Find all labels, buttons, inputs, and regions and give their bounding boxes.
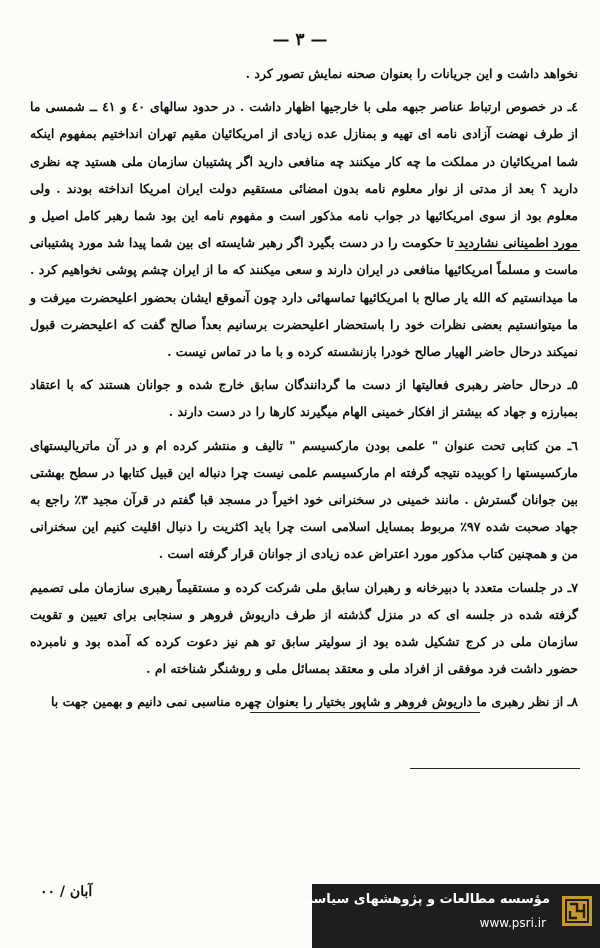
- watermark-banner: [300, 884, 600, 948]
- handwritten-underline: [455, 250, 580, 251]
- paragraph-intro: نخواهد داشت و این جریانات را بعنوان صحنه نمایش تصور کرد .: [245, 66, 578, 81]
- page-number: — ٣ —: [272, 30, 328, 50]
- document-body: [30, 60, 578, 716]
- paragraph-6: ٦ـ من کتابی تحت عنوان " علمی بودن مارکسیسم " تالیف و منتشر کرده ام و در آن ماتریالیستهای مارکسیستها را کوبیده نتیجه گرفته ام مارکسیسم علمی نیست چرا دنباله این قبیل کتابها در سطح بهشتی بین جوانان گسترش . مانند خمینی در سخنرانی خود اخیراً در مسجد قبا گفتم در قرآن مجید ٣٪ راجع به جهاد صحبت شده ۹۷٪ مربوط بمسایل اسلامی است چرا باید اکثریت را دنبال اقلیت کنیم این سخنرانی من و همچنین کتاب مذکور مورد اعتراض عده زیادی از جوانان قرار گرفته است .: [30, 437, 579, 562]
- watermark-url: www.psri.ir: [479, 916, 546, 930]
- paragraph-4: ٤ـ در خصوص ارتباط عناصر جبهه ملی با خارجیها اظهار داشت . در حدود سالهای ٤٠ و ٤١ ــ شمسی ما از طرف نهضت آزادی نامه ای تهیه و بمنازل عده زیادی از امریکائیان مقیم تهران انداختیم بمفهوم اینکه شما امریکائیان در مملکت ما چه کار میکنند چه منافعی دارید اگر پشتیبان سازمان ملی هستید چه نظری دارید ؟ بعد از مدتی از نوار معلوم نامه بدون امضائی مستقیم دولت ایران امریکا انداخته بودند . ولی معلوم بود از سوی امریکائیها در جواب نامه مذکور است و مفهوم نامه این بود شما رهبر کامل اصیل و مورد اطمینانی نشاردید تا حکومت را در دست بگیرد اگر رهبر شایسته ای بین شما پیدا شد مورد پشتیبانی ماست و مسلماً امریکائیها منافعی در ایران دارند و سعی میکنند که ما از ایران چشم پوشی نخواهیم کرد . ما میدانستیم که الله یار صالح با امریکائیها تماسهائی دارد چون آنموقع ایشان بحضور اعلیحضرت میرفت و ما میتوانستیم بعضی نظرات خود را باستحضار اعلیحضرت برسانیم بعداً صالح گفت که اعلیحضرت قبول نمیکند درحال حاضر الهیار صالح خودرا بازنشسته کرده و با ما در تماس نیست .: [30, 99, 578, 360]
- paragraph-5: ٥ـ درحال حاضر رهبری فعالیتها از دست ما گردانندگان سابق خارج شده و جوانان هستند که با اعتقاد بمبارزه و جهاد که بیشتر از افکار خمینی الهام میگیرند کارها را در دست دارند .: [30, 377, 578, 420]
- paragraph-8: ٨ـ از نظر رهبری ما داریوش فروهر و شاپور بختیار را بعنوان چهره مناسبی نمی دانیم و بهمین جهت با: [50, 694, 578, 710]
- institute-logo-icon: [562, 896, 592, 926]
- handwritten-underline: [410, 768, 580, 769]
- watermark-title: مؤسسه مطالعات و پژوهشهای سیاسی: [300, 892, 550, 907]
- handwritten-underline: [250, 712, 480, 713]
- paragraph-7: ٧ـ در جلسات متعدد با دبیرخانه و رهبران سابق ملی شرکت کرده و مستقیماً رهبری سازمان ملی تصمیم گرفته شده در جلسه ای که در منزل گذشته از طرف داریوش فروهر و سنجابی برای تعیین و تقویت سازمان ملی در کرج تشکیل شده بود از سولیتر سابق تو هم نیز دعوت کرده که آمده بود و نامبرده حضور داشت فرد موفقی از افراد ملی و معتقد بمسائل ملی و روشنگر شناخته ام .: [30, 579, 578, 677]
- footer-date: آبان / ۰۰: [40, 884, 93, 900]
